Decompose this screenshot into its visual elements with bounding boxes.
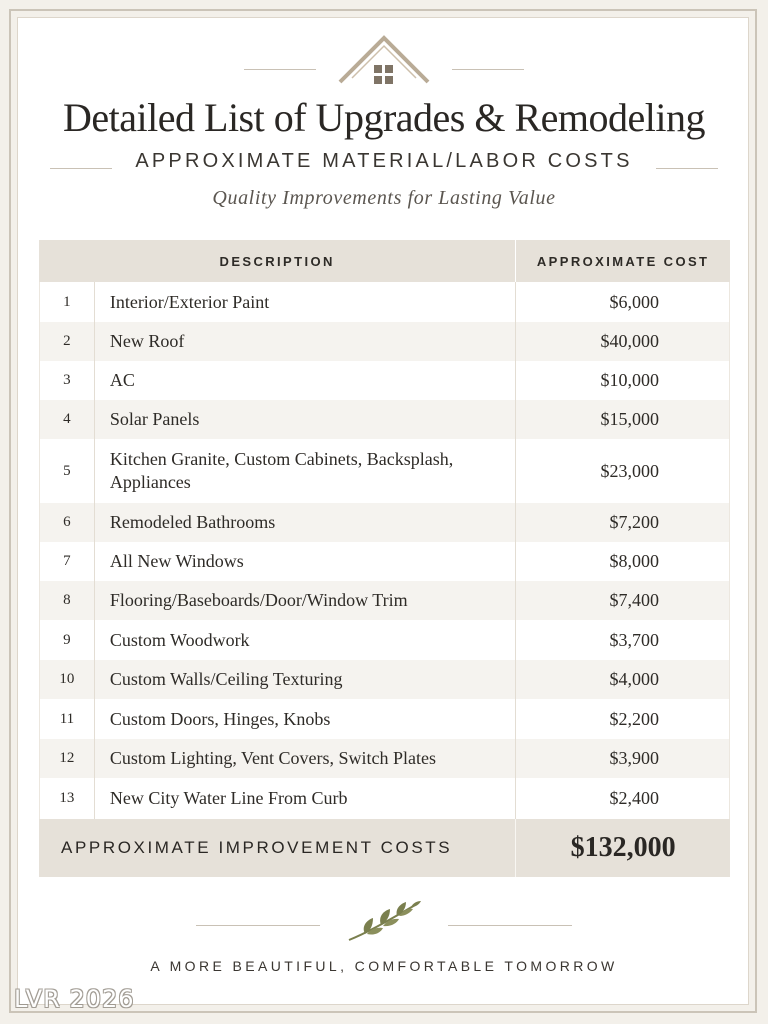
table-header (39, 240, 730, 282)
watermark: LVR 2026 (14, 985, 135, 1013)
row-cost: $10,000 (515, 361, 729, 400)
row-number: 10 (40, 660, 95, 699)
table-row (40, 542, 729, 581)
table-row (40, 282, 729, 322)
footer-rule-right (448, 925, 572, 926)
total-row (39, 819, 730, 877)
row-cost: $7,400 (515, 581, 729, 620)
row-cost: $2,400 (515, 778, 729, 819)
row-number: 11 (40, 699, 95, 739)
table-row (40, 400, 729, 439)
row-description: New City Water Line From Curb (109, 788, 348, 808)
row-description: Solar Panels (109, 409, 200, 429)
row-cost: $8,000 (515, 542, 729, 581)
table-body (39, 282, 730, 819)
row-number: 13 (40, 778, 95, 819)
row-number: 7 (40, 542, 95, 581)
table-row (40, 503, 729, 542)
total-label: APPROXIMATE IMPROVEMENT COSTS (61, 838, 453, 857)
row-description: Custom Woodwork (109, 629, 250, 650)
header-rule-right (452, 69, 524, 70)
table-row (40, 439, 729, 503)
row-cost: $7,200 (515, 503, 729, 542)
row-cost: $40,000 (515, 322, 729, 361)
column-header-cost: APPROXIMATE COST (515, 240, 730, 282)
row-description: Interior/Exterior Paint (109, 291, 270, 312)
row-number: 1 (40, 282, 95, 322)
row-description: Remodeled Bathrooms (109, 512, 276, 532)
total-value: $132,000 (515, 819, 730, 877)
row-cost: $23,000 (515, 439, 729, 503)
table-row (40, 581, 729, 620)
table-row (40, 322, 729, 361)
page-title: Detailed List of Upgrades & Remodeling (63, 95, 705, 140)
row-number: 9 (40, 620, 95, 660)
column-header-description: DESCRIPTION (219, 253, 335, 269)
row-description: New Roof (109, 331, 185, 351)
table-row (40, 699, 729, 739)
row-number: 4 (40, 400, 95, 439)
header-rule-left (244, 69, 316, 70)
tagline: Quality Improvements for Lasting Value (212, 187, 556, 209)
table-row (40, 660, 729, 699)
row-cost: $2,200 (515, 699, 729, 739)
table-row (40, 778, 729, 819)
footer-rule-left (196, 925, 320, 926)
row-description: Flooring/Baseboards/Door/Window Trim (109, 590, 408, 610)
row-number: 2 (40, 322, 95, 361)
row-cost: $3,700 (515, 620, 729, 660)
row-description: All New Windows (109, 551, 244, 571)
row-cost: $6,000 (515, 282, 729, 322)
row-number: 6 (40, 503, 95, 542)
table-row (40, 739, 729, 778)
row-description: Custom Doors, Hinges, Knobs (109, 708, 331, 729)
row-number: 5 (40, 439, 95, 503)
row-number: 8 (40, 581, 95, 620)
row-description: Custom Walls/Ceiling Texturing (109, 669, 343, 689)
row-number: 3 (40, 361, 95, 400)
page-subtitle: APPROXIMATE MATERIAL/LABOR COSTS (135, 150, 633, 172)
row-cost: $4,000 (515, 660, 729, 699)
row-cost: $3,900 (515, 739, 729, 778)
subtitle-rule-right (656, 168, 718, 169)
row-description: Kitchen Granite, Custom Cabinets, Backsplash, Appliances (109, 449, 454, 492)
table-row (40, 361, 729, 400)
olive-branch-icon (345, 898, 423, 944)
footer-tagline: A MORE BEAUTIFUL, COMFORTABLE TOMORROW (150, 958, 618, 974)
row-number: 12 (40, 739, 95, 778)
row-description: AC (109, 370, 135, 390)
row-description: Custom Lighting, Vent Covers, Switch Plates (109, 748, 436, 768)
table-row (40, 620, 729, 660)
row-cost: $15,000 (515, 400, 729, 439)
cost-table (39, 240, 730, 877)
house-roof-icon (336, 32, 432, 90)
